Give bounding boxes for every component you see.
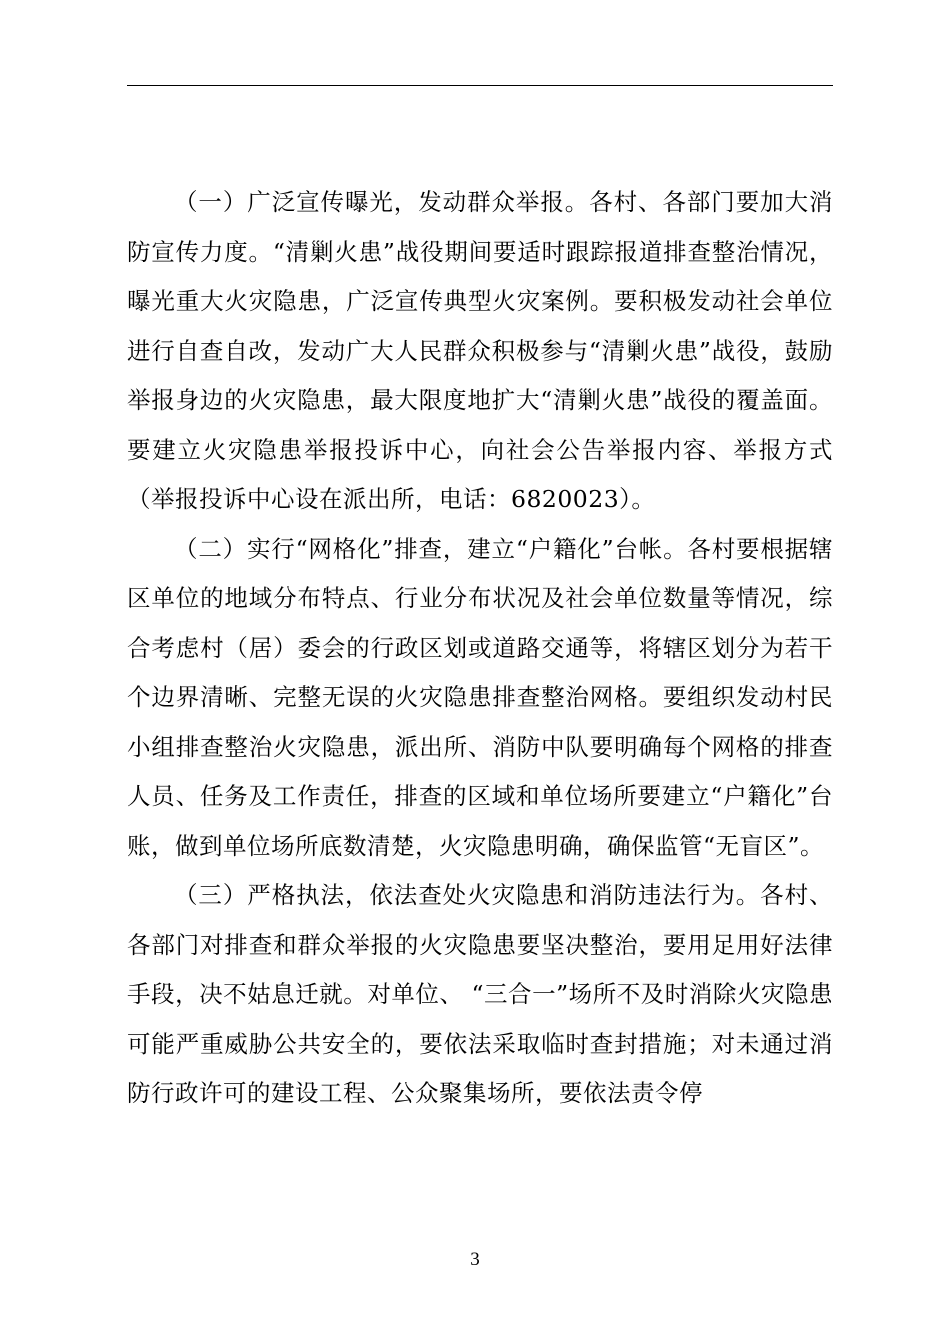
document-body <box>127 178 833 1119</box>
paragraph-1: （一）广泛宣传曝光，发动群众举报。各村、各部门要加大消防宣传力度。“清剿火患”战役期间要适时跟踪报道排查整治情况，曝光重大火灾隐患，广泛宣传典型火灾案例。要积极发动社会单位进行自查自改，发动广大人民群众积极参与“清剿火患”战役，鼓励举报身边的火灾隐患，最大限度地扩大“清剿火患”战役的覆盖面。要建立火灾隐患举报投诉中心，向社会公告举报内容、举报方式（举报投诉中心设在派出所，电话：6820023）。 <box>127 188 833 513</box>
page-number: 3 <box>470 1249 480 1270</box>
header-rule <box>127 85 833 86</box>
paragraph-3: （三）严格执法，依法查处火灾隐患和消防违法行为。各村、各部门对排查和群众举报的火灾隐患要坚决整治，要用足用好法律手段，决不姑息迁就。对单位、 “三合一”场所不及时消除火灾隐患可能严重威胁公共安全的，要依法采取临时查封措施；对未通过消防行政许可的建设工程、公众聚集场所，要依法责令停 <box>127 881 833 1107</box>
paragraph-2: （二）实行“网格化”排查，建立“户籍化”台帐。各村要根据辖区单位的地域分布特点、行业分布状况及社会单位数量等情况，综合考虑村（居）委会的行政区划或道路交通等，将辖区划分为若干个边界清晰、完整无误的火灾隐患排查整治网格。要组织发动村民小组排查整治火灾隐患，派出所、消防中队要明确每个网格的排查人员、任务及工作责任，排查的区域和单位场所要建立“户籍化”台账，做到单位场所底数清楚，火灾隐患明确，确保监管“无盲区”。 <box>127 534 833 860</box>
